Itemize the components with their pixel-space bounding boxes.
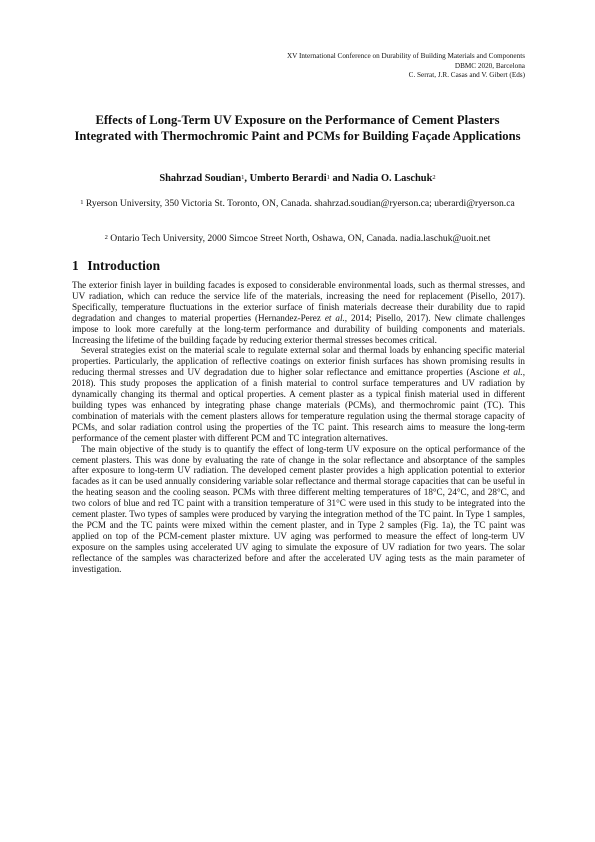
paragraph [72,444,525,575]
section-heading [72,258,527,274]
paragraph [72,280,525,345]
paragraph-text: The exterior finish layer in building facades is exposed to considerable environmental loads, such as thermal stresses, and UV radiation, which can reduce the service life of the materials, increasing the need for replacement (Pisello, 2017). Specifically, temperature fluctuations in the exterior surface of finish materials decrease their durability due to rapid degradation and changes to material properties (Hernandez-Perez [72,280,525,323]
paragraph [72,345,525,443]
conference-editors: C. Serrat, J.R. Casas and V. Gibert (Eds) [408,71,525,80]
author-affiliation-mark: 2 [432,174,436,181]
author-name: Shahrzad Soudian [159,173,242,184]
author-separator: and [329,173,352,184]
affiliation-mark: 2 [104,234,108,241]
affiliation-1 [70,198,525,211]
section-number: 1 [72,258,79,273]
affiliation-text: Ryerson University, 350 Victoria St. Toronto, ON, Canada. shahrzad.soudian@ryerson.ca; uberardi@ryerson.ca [85,198,515,209]
author-separator: , [244,173,250,184]
conference-venue: DBMC 2020, Barcelona [454,61,525,70]
paragraph-text: Several strategies exist on the material scale to regulate external solar and thermal loads by enhancing specific material properties. Particularly, the application of reflective coatings on exterior finish surfaces has shown promising results in reducing thermal stresses and UV degradation due to higher solar reflectance and emittance properties (Ascione [72,345,525,378]
paragraph-text: The main objective of the study is to quantify the effect of long-term UV exposure on the optical performance of the cement plasters. This was done by evaluating the rate of change in the solar reflectance and absorptance of the samples after exposure to long-term UV radiation. The developed cement plaster provides a high application potential to exterior facades as it can be used annually considering variable solar reflectance and thermal storage capacities that can be useful in the heating season and the cooling season. PCMs with three different melting temperatures of 18°C, 24°C, and 28°C, and two colors of blue and red TC paint with a transition temperature of 31°C were used in this study to be integrated into the cement plaster. Two types of samples were produced by varying the integration method of the TC paint. In Type 1 samples, the PCM and the TC paints were mixed within the cement plaster, and in Type 2 samples (Fig. 1a), the TC paint was applied on top of the PCM-cement plaster mixture. UV aging was performed to measure the effect of long-term UV exposure on the samples using accelerated UV aging to simulate the exposure of UV radiation for two years. The solar reflectance of the samples was characterized before and after the accelerated UV aging tests as the main parameter of investigation. [72,443,525,574]
paragraph-text: , 2018). This study proposes the application of a finish material to control surface temperatures and UV radiation by dynamically changing its thermal and optical properties. A cement plaster as a typical finish material used in different building types was enhanced by integrating phase change materials (PCMs), and thermochromic paint (TC). This combination of materials with the cement plasters allows for temperature regulation using the thermal storage capacity of PCMs, and solar radiation control using the properties of the TC paint. This research aims to measure the long-term performance of the cement plaster with different PCM and TC integration alternatives. [72,367,525,443]
section-body [72,280,525,574]
affiliation-text: Ontario Tech University, 2000 Simcoe Street North, Oshawa, ON, Canada. nadia.laschuk@uoit.net [110,233,491,244]
conference-header [205,52,525,81]
author-name: Umberto Berardi [249,173,327,184]
paragraph-italic: et al. [503,367,523,378]
affiliation-2 [70,233,525,246]
paragraph-italic: et al. [324,312,345,323]
author-list [70,172,525,185]
paragraph-text: , 2014; Pisello, 2017). New climate challenges impose to look more carefully at the long-term performance and durability of building components and materials. Increasing the lifetime of the building façade by reducing exterior thermal stresses becomes critical. [72,312,526,345]
author-name: Nadia O. Laschuk [351,173,433,184]
affiliation-mark: 1 [80,199,84,206]
conference-name: XV International Conference on Durability of Building Materials and Components [286,52,525,60]
section-title: Introduction [87,258,161,273]
author-affiliation-mark: 1 [241,174,245,181]
author-affiliation-mark: 1 [326,174,330,181]
paper-title: Effects of Long-Term UV Exposure on the Performance of Cement Plasters Integrated with Thermochromic Paint and PCMs for Building Façade Applications [74,113,521,144]
